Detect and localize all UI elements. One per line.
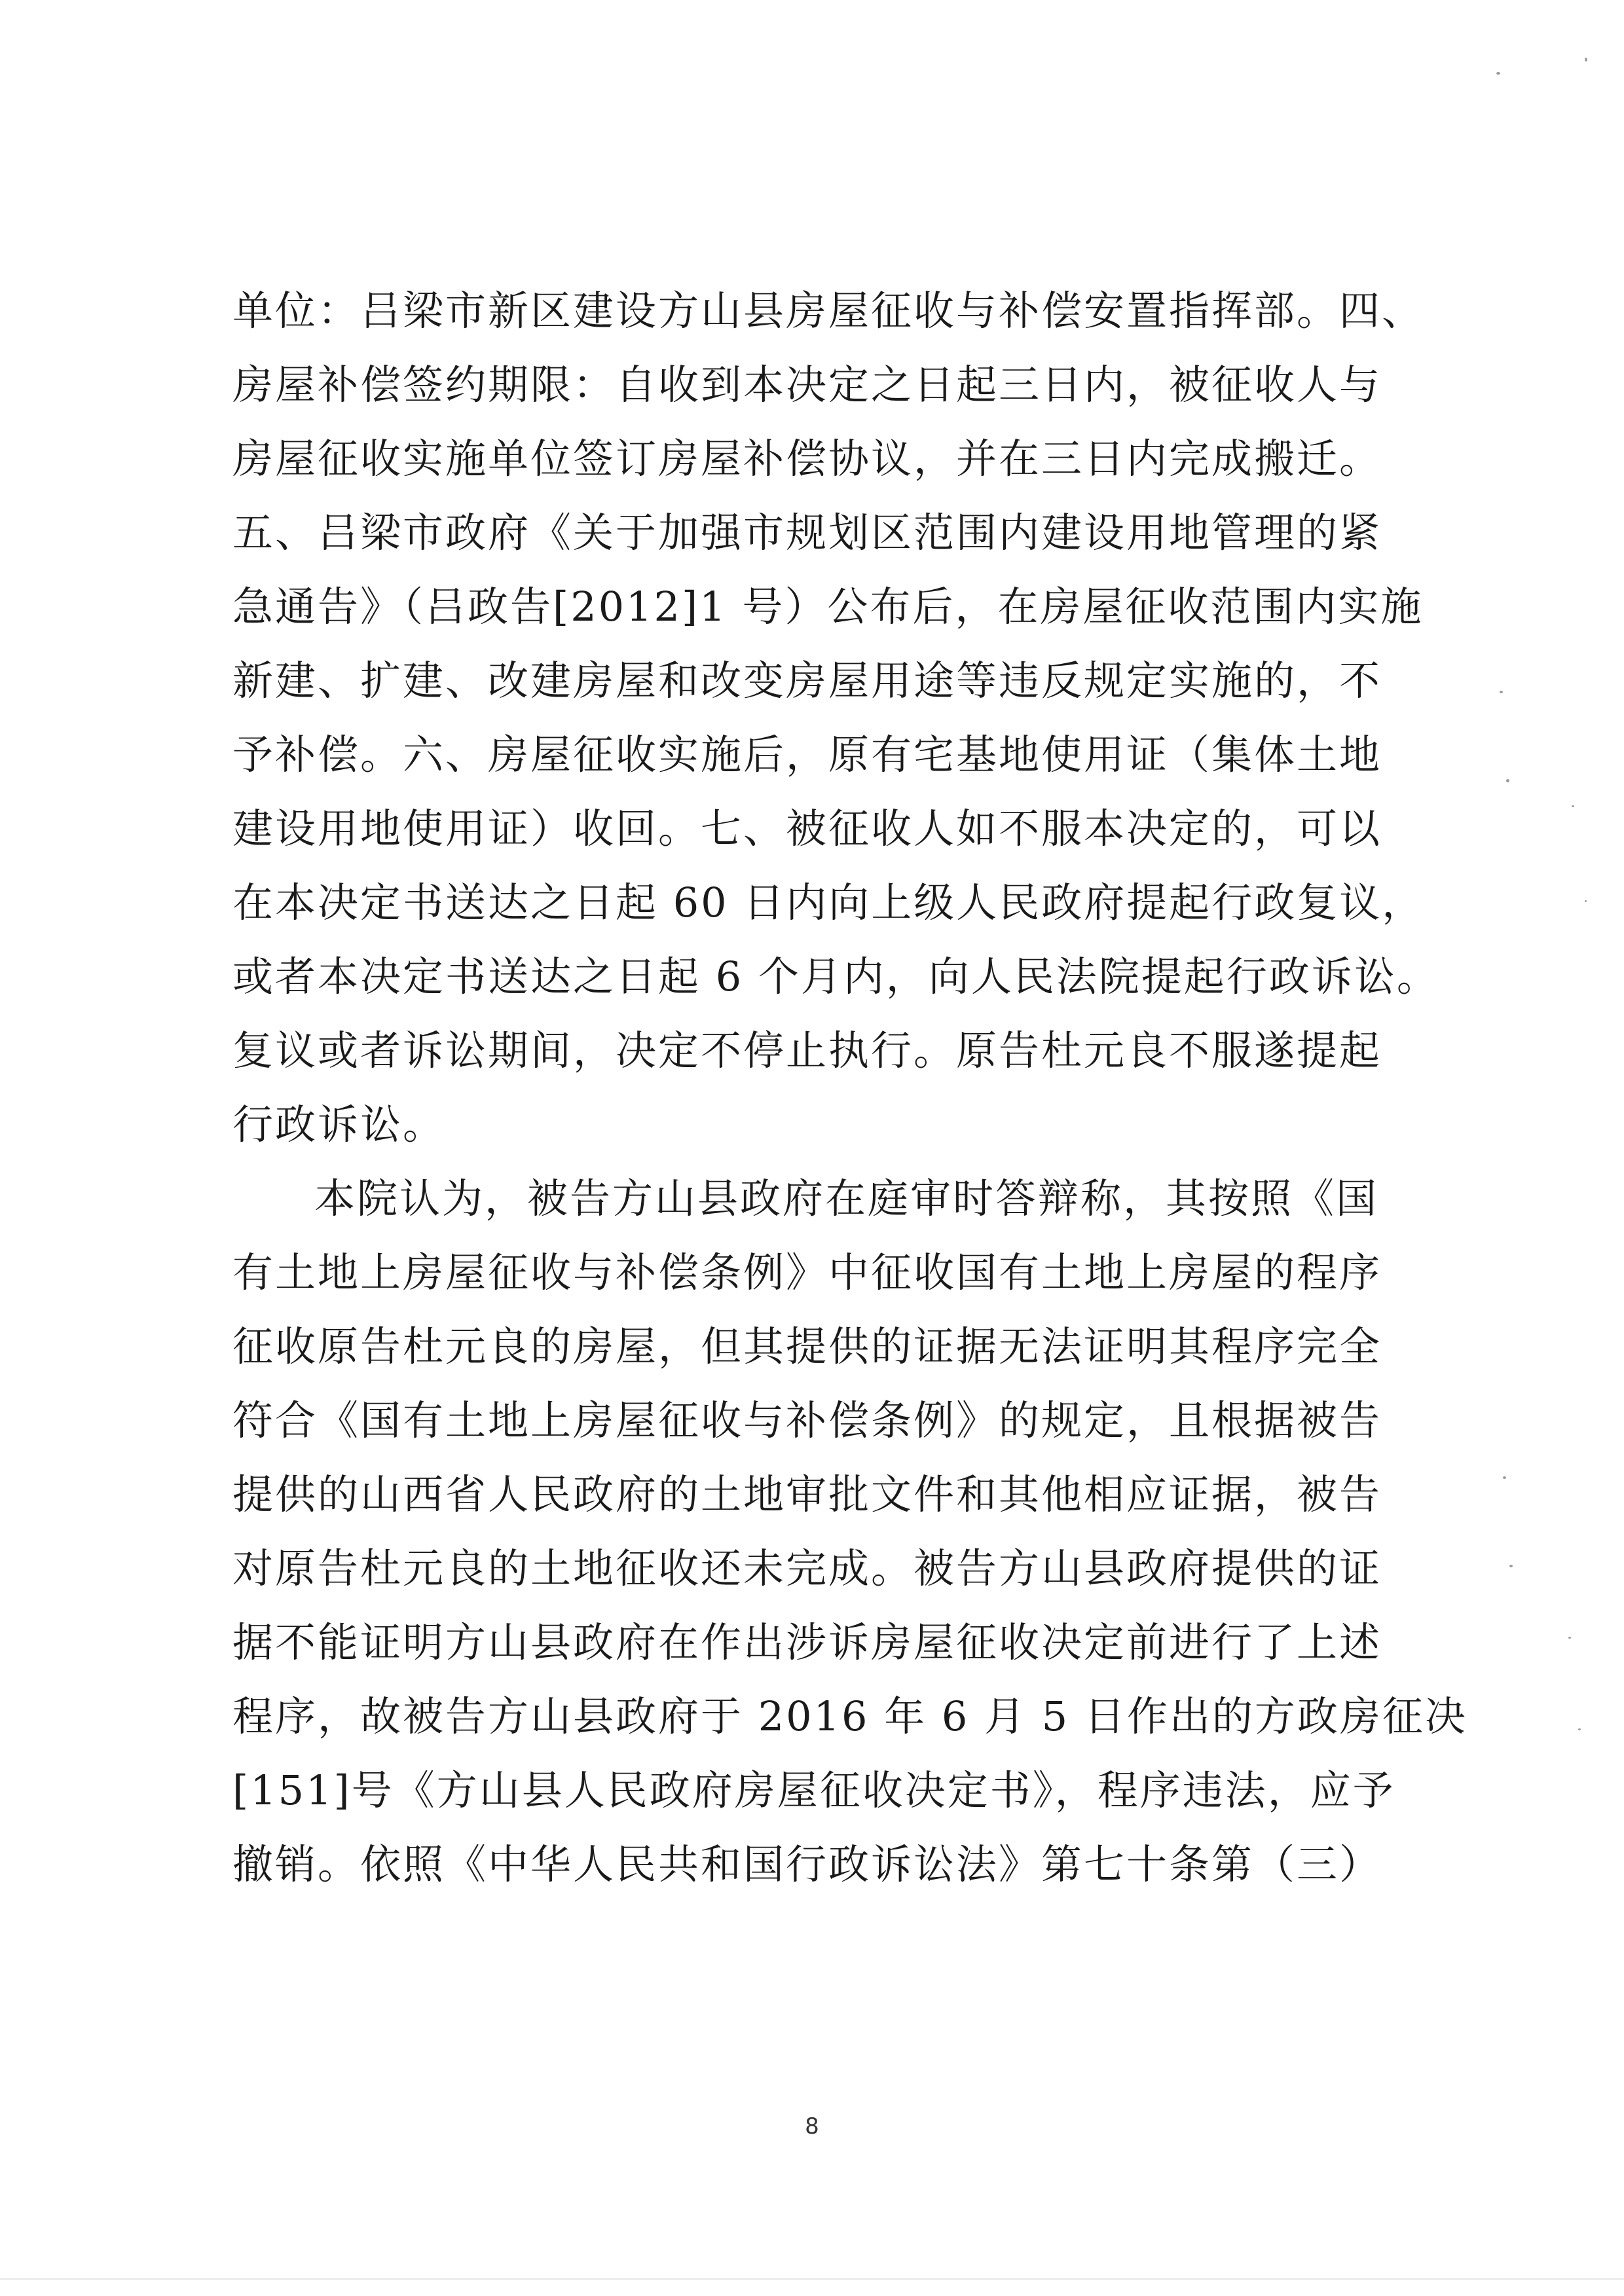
text-line: 建设用地使用证）收回。七、被征收人如不服本决定的，可以 bbox=[232, 805, 1382, 852]
body-text bbox=[232, 274, 1467, 1901]
text-line: 或者本决定书送达之日起 6 个月内，向人民法院提起行政诉讼。 bbox=[232, 953, 1439, 1000]
scan-speck bbox=[1578, 1728, 1581, 1730]
text-line: 行政诉讼。 bbox=[232, 1101, 446, 1148]
text-line: 予补偿。六、房屋征收实施后，原有宅基地使用证（集体土地 bbox=[232, 731, 1382, 778]
text-line: 房屋征收实施单位签订房屋补偿协议，并在三日内完成搬迁。 bbox=[232, 435, 1382, 483]
text-line: 房屋补偿签约期限：自收到本决定之日起三日内，被征收人与 bbox=[232, 361, 1382, 409]
text-line: 单位：吕梁市新区建设方山县房屋征收与补偿安置指挥部。四、 bbox=[232, 287, 1425, 335]
scan-speck bbox=[1509, 1565, 1513, 1567]
text-line: 在本决定书送达之日起 60 日内向上级人民政府提起行政复议， bbox=[232, 879, 1425, 926]
scan-speck bbox=[1500, 691, 1503, 693]
text-line: 五、吕梁市政府《关于加强市规划区范围内建设用地管理的紧 bbox=[232, 509, 1382, 556]
scan-speck bbox=[1503, 1476, 1506, 1479]
text-line: 符合《国有土地上房屋征收与补偿条例》的规定，且根据被告 bbox=[232, 1396, 1382, 1444]
scan-speck bbox=[1585, 58, 1587, 62]
scan-speck bbox=[1506, 779, 1509, 782]
scan-speck bbox=[1572, 805, 1574, 807]
page-number: 8 bbox=[805, 2113, 819, 2140]
text-line: 新建、扩建、改建房屋和改变房屋用途等违反规定实施的，不 bbox=[232, 657, 1382, 704]
text-line: 急通告》（吕政告[2012]1 号）公布后，在房屋征收范围内实施 bbox=[232, 583, 1424, 630]
text-line: 撤销。依照《中华人民共和国行政诉讼法》第七十条第（三） bbox=[232, 1840, 1382, 1888]
scan-speck bbox=[1568, 1637, 1571, 1639]
text-line: 征收原告杜元良的房屋，但其提供的证据无法证明其程序完全 bbox=[232, 1322, 1382, 1370]
scan-speck bbox=[1585, 900, 1587, 902]
text-line: [151]号《方山县人民政府房屋征收决定书》，程序违法，应予 bbox=[232, 1766, 1395, 1814]
scan-edge-line bbox=[0, 2278, 1624, 2280]
text-line: 程序，故被告方山县政府于 2016 年 6 月 5 日作出的方政房征决 bbox=[232, 1692, 1467, 1740]
text-line: 提供的山西省人民政府的土地审批文件和其他相应证据，被告 bbox=[232, 1470, 1382, 1518]
scan-speck bbox=[1496, 72, 1500, 75]
text-line: 据不能证明方山县政府在作出涉诉房屋征收决定前进行了上述 bbox=[232, 1618, 1382, 1666]
text-line: 对原告杜元良的土地征收还未完成。被告方山县政府提供的证 bbox=[232, 1544, 1382, 1592]
paragraph-start-line: 本院认为，被告方山县政府在庭审时答辩称，其按照《国 bbox=[314, 1175, 1379, 1222]
text-line: 复议或者诉讼期间，决定不停止执行。原告杜元良不服遂提起 bbox=[232, 1027, 1382, 1074]
text-line: 有土地上房屋征收与补偿条例》中征收国有土地上房屋的程序 bbox=[232, 1248, 1382, 1296]
